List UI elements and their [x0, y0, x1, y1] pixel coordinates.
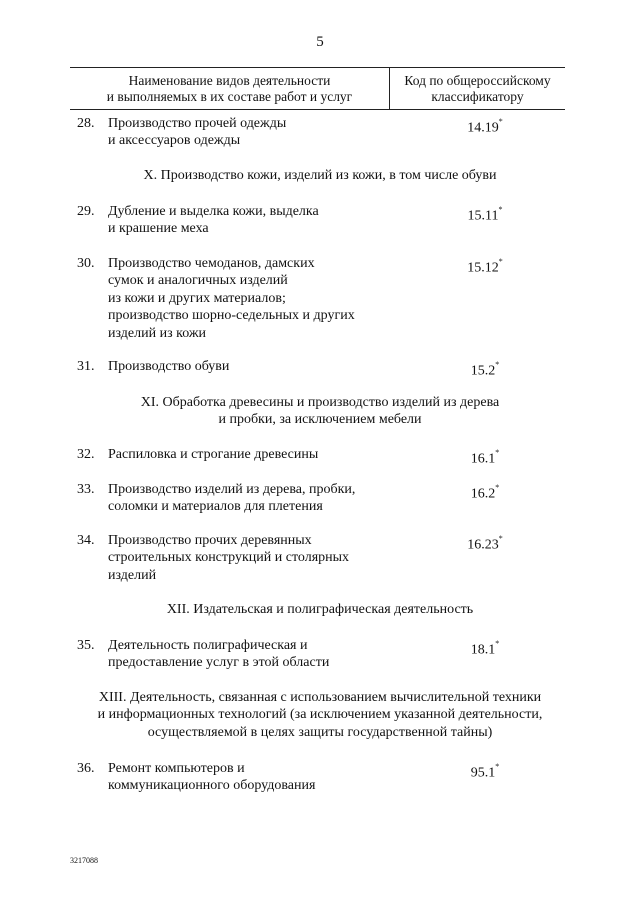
- row-number: 31.: [77, 359, 95, 374]
- section-heading: X. Производство кожи, изделий из кожи, в том числе обуви: [143, 168, 497, 183]
- row-code: 95.1*: [470, 762, 500, 781]
- table-header: [70, 67, 565, 110]
- header-activity-name: Наименование видов деятельности и выполняемых в их составе работ и услуг: [106, 73, 353, 104]
- row-number: 33.: [77, 482, 95, 497]
- row-number: 32.: [77, 447, 95, 462]
- row-code: 15.12*: [467, 257, 503, 276]
- row-activity-name: Производство прочей одежды и аксессуаров одежды: [108, 116, 287, 149]
- row-activity-name: Производство чемоданов, дамских сумок и аналогичных изделий из кожи и других материалов; производство шорно-седельных и других изделий из кожи: [108, 256, 355, 341]
- row-activity-name: Деятельность полиграфическая и предоставление услуг в этой области: [108, 638, 330, 671]
- document-id: 3217088: [70, 856, 98, 865]
- section-heading: XIII. Деятельность, связанная с использованием вычислительной техники и информационных технологий (за исключением указанной деятельности, осуществляемой в целях защиты государственной тайны): [97, 690, 543, 740]
- row-activity-name: Дубление и выделка кожи, выделка и крашение меха: [108, 204, 319, 237]
- row-code: 15.11*: [467, 205, 503, 224]
- section-heading: XI. Обработка древесины и производство изделий из дерева и пробки, за исключением мебели: [140, 395, 500, 428]
- row-activity-name: Распиловка и строгание древесины: [108, 447, 319, 462]
- header-classifier-code: Код по общероссийскому классификатору: [404, 73, 551, 104]
- row-number: 28.: [77, 116, 95, 131]
- section-heading: XII. Издательская и полиграфическая деятельность: [166, 602, 474, 617]
- row-number: 29.: [77, 204, 95, 219]
- row-number: 30.: [77, 256, 95, 271]
- row-number: 36.: [77, 761, 95, 776]
- row-activity-name: Производство прочих деревянных строительных конструкций и столярных изделий: [108, 533, 350, 583]
- row-code: 16.2*: [470, 483, 500, 502]
- row-code: 14.19*: [467, 117, 503, 136]
- row-activity-name: Производство изделий из дерева, пробки, соломки и материалов для плетения: [108, 482, 356, 515]
- row-code: 16.1*: [470, 448, 500, 467]
- row-number: 34.: [77, 533, 95, 548]
- page-number: 5: [316, 34, 324, 50]
- row-code: 18.1*: [470, 639, 500, 658]
- row-code: 16.23*: [467, 534, 503, 553]
- row-activity-name: Ремонт компьютеров и коммуникационного оборудования: [108, 761, 316, 794]
- row-number: 35.: [77, 638, 95, 653]
- row-activity-name: Производство обуви: [108, 359, 230, 374]
- row-code: 15.2*: [470, 360, 500, 379]
